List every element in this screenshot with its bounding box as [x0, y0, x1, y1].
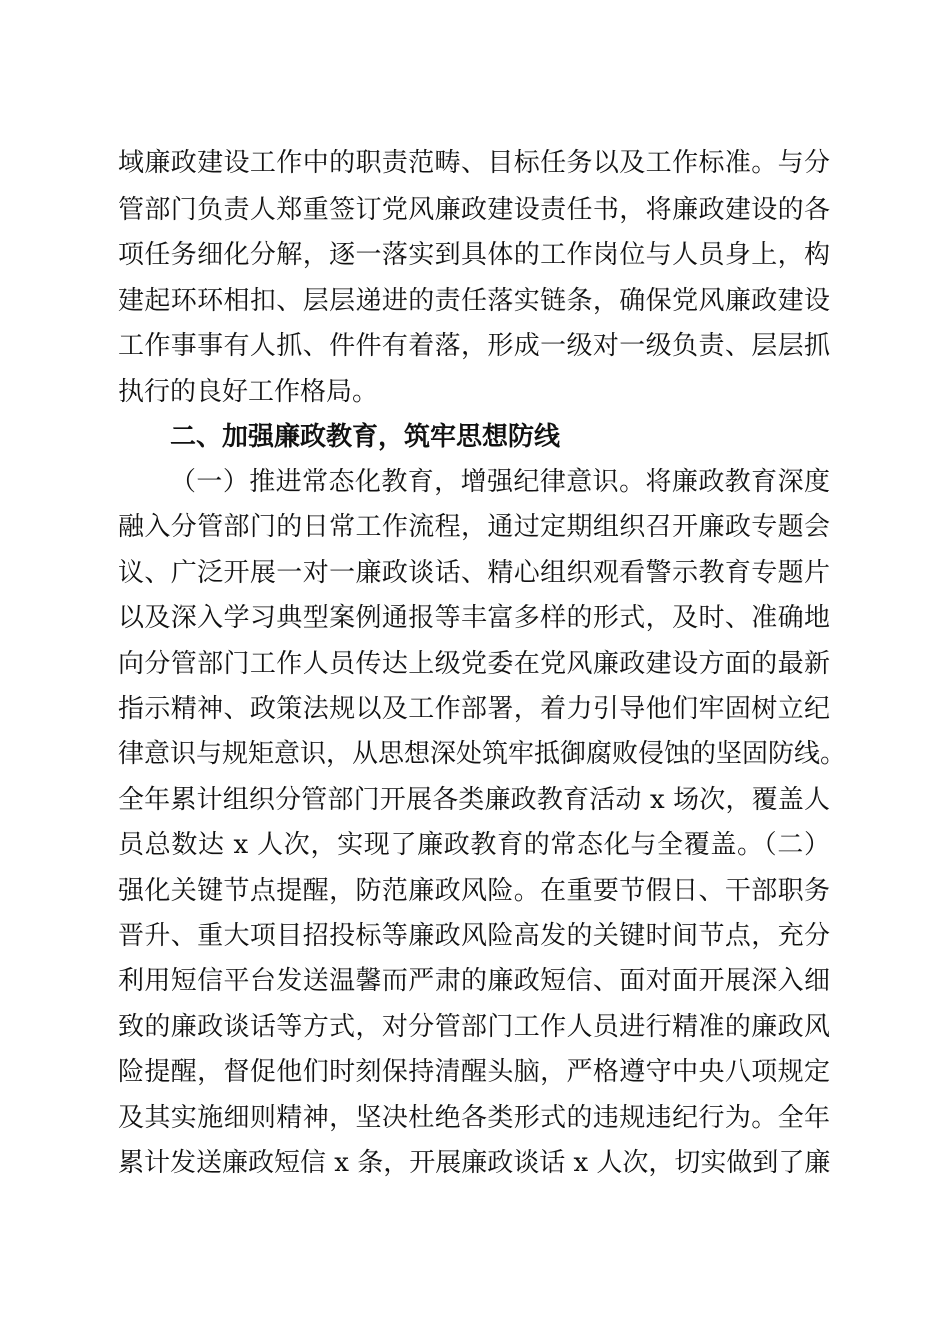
body-text-line: 及其实施细则精神，坚决杜绝各类形式的违规违纪行为。全年: [118, 1103, 830, 1133]
body-text-line: 建起环环相扣、层层递进的责任落实链条，确保党风廉政建设: [118, 286, 830, 316]
body-text-line: 强化关键节点提醒，防范廉政风险。在重要节假日、干部职务: [118, 876, 830, 906]
body-text-line: 利用短信平台发送温馨而严肃的廉政短信、面对面开展深入细: [118, 966, 830, 996]
body-text-line: 管部门负责人郑重签订党风廉政建设责任书，将廉政建设的各: [118, 195, 830, 225]
body-text-line: 累计发送廉政短信 x 条，开展廉政谈话 x 人次，切实做到了廉: [118, 1148, 831, 1178]
section-heading: 二、加强廉政教育，筑牢思想防线: [170, 422, 561, 452]
body-text-line: 项任务细化分解，逐一落实到具体的工作岗位与人员身上，构: [118, 240, 830, 270]
body-text-line: 域廉政建设工作中的职责范畴、目标任务以及工作标准。与分: [118, 148, 830, 178]
body-text-line: 执行的良好工作格局。: [118, 377, 379, 407]
body-text-line: 致的廉政谈话等方式，对分管部门工作人员进行精准的廉政风: [118, 1012, 830, 1042]
body-text-line: （一）推进常态化教育，增强纪律意识。将廉政教育深度: [170, 467, 830, 497]
body-text-line: 全年累计组织分管部门开展各类廉政教育活动 x 场次，覆盖人: [118, 785, 830, 815]
body-text-line: 以及深入学习典型案例通报等丰富多样的形式，及时、准确地: [118, 603, 830, 633]
body-text-line: 员总数达 x 人次，实现了廉政教育的常态化与全覆盖。（二）: [118, 830, 830, 860]
body-text-line: 指示精神、政策法规以及工作部署，着力引导他们牢固树立纪: [118, 694, 830, 724]
body-text-line: 险提醒，督促他们时刻保持清醒头脑，严格遵守中央八项规定: [118, 1057, 830, 1087]
body-text-line: 融入分管部门的日常工作流程，通过定期组织召开廉政专题会: [118, 512, 830, 542]
body-text-line: 向分管部门工作人员传达上级党委在党风廉政建设方面的最新: [118, 649, 830, 679]
body-text-line: 工作事事有人抓、件件有着落，形成一级对一级负责、层层抓: [118, 331, 830, 361]
body-text-line: 晋升、重大项目招投标等廉政风险高发的关键时间节点，充分: [118, 921, 830, 951]
body-text-line: 议、广泛开展一对一廉政谈话、精心组织观看警示教育专题片: [118, 558, 830, 588]
body-text-line: 律意识与规矩意识，从思想深处筑牢抵御腐败侵蚀的坚固防线。: [118, 739, 847, 769]
